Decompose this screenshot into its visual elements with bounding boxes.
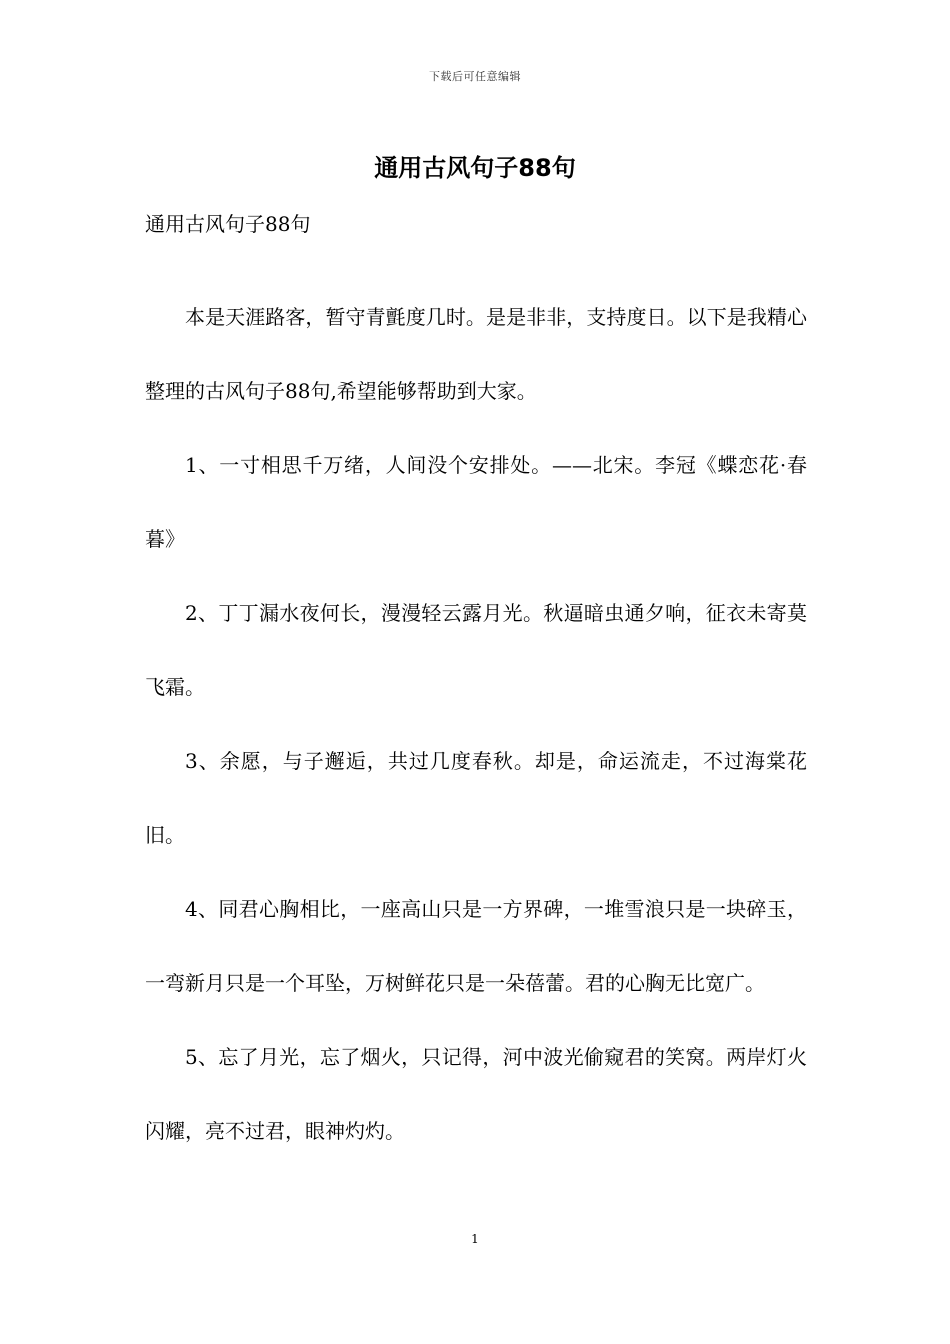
document-subtitle: 通用古风句子88句 — [145, 212, 311, 236]
paragraph-item-3: 3、余愿，与子邂逅，共过几度春秋。却是，命运流走，不过海棠花旧。 — [145, 749, 807, 847]
page-number: 1 — [471, 1232, 479, 1246]
paragraph-item-2: 2、丁丁漏水夜何长，漫漫轻云露月光。秋逼暗虫通夕响，征衣未寄莫飞霜。 — [145, 601, 807, 699]
paragraph-item-1: 1、一寸相思千万绪，人间没个安排处。——北宋。李冠《蝶恋花·春暮》 — [145, 453, 807, 551]
header-note: 下载后可任意编辑 — [429, 70, 521, 83]
document-title: 通用古风句子88句 — [374, 154, 576, 182]
document-body — [145, 206, 807, 1168]
paragraph-item-4: 4、同君心胸相比，一座高山只是一方界碑，一堆雪浪只是一块碎玉，一弯新月只是一个耳坠，万树鲜花只是一朵蓓蕾。君的心胸无比宽广。 — [145, 897, 807, 995]
paragraph-item-5: 5、忘了月光，忘了烟火，只记得，河中波光偷窥君的笑窝。两岸灯火闪耀，亮不过君，眼神灼灼。 — [145, 1045, 807, 1143]
paragraph-intro: 本是天涯路客，暂守青氈度几时。是是非非，支持度日。以下是我精心整理的古风句子88句,希望能够帮助到大家。 — [145, 305, 807, 403]
